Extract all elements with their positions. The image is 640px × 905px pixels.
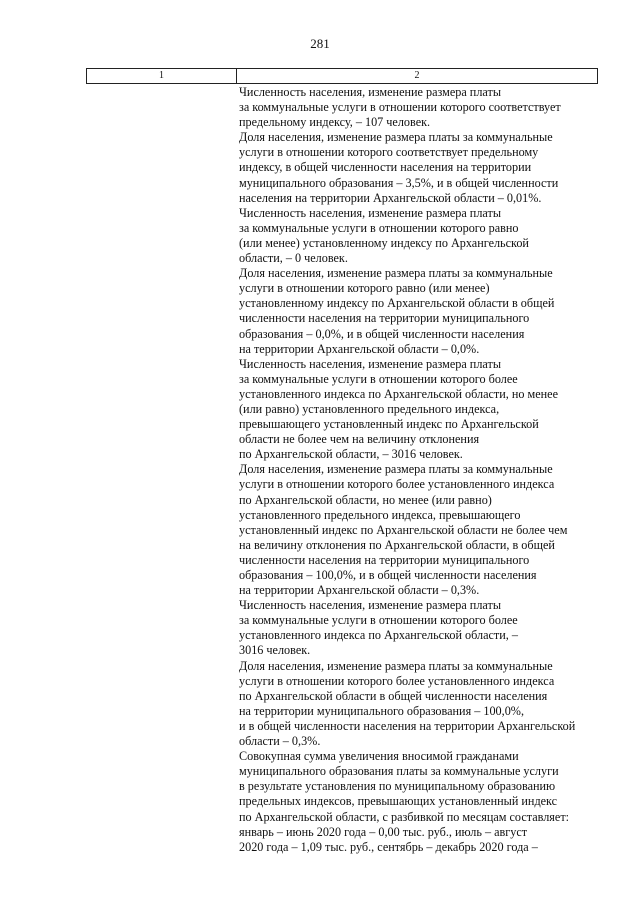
text-paragraph <box>239 206 598 266</box>
text-line: по Архангельской области в общей численности населения <box>239 688 548 703</box>
column-1-cell <box>86 84 236 855</box>
page-number: 281 <box>310 36 330 51</box>
text-line: превышающего установленный индекс по Архангельской <box>239 417 539 432</box>
text-line: населения на территории Архангельской области – 0,01%. <box>239 190 542 205</box>
text-line: на территории Архангельской области – 0,3%. <box>239 583 480 598</box>
text-line: установленного индекса по Архангельской области, – <box>239 628 518 643</box>
text-line: установленный индекс по Архангельской области не более чем <box>239 522 568 537</box>
text-line: индексу, в общей численности населения на территории <box>239 160 532 175</box>
text-line: Доля населения, изменение размера платы за коммунальные <box>239 266 553 281</box>
text-line: услуги в отношении которого равно (или менее) <box>239 281 490 296</box>
column-header-1: 1 <box>87 69 237 83</box>
text-line: Численность населения, изменение размера платы <box>239 205 502 220</box>
text-line: Доля населения, изменение размера платы за коммунальные <box>239 130 553 145</box>
text-line: (или равно) установленного предельного индекса, <box>239 401 500 416</box>
text-line: Численность населения, изменение размера платы <box>239 85 502 99</box>
text-line: услуги в отношении которого более установленного индекса <box>239 477 555 492</box>
text-line: за коммунальные услуги в отношении которого равно <box>239 220 519 235</box>
text-line: на территории муниципального образования – 100,0%, <box>239 703 524 718</box>
text-line: установленного предельного индекса, превышающего <box>239 507 521 522</box>
text-line: 2020 года – 1,09 тыс. руб., сентябрь – декабрь 2020 года – <box>239 839 538 854</box>
text-line: 3016 человек. <box>239 643 311 658</box>
column-header-2: 2 <box>414 70 420 81</box>
text-line: области, – 0 человек. <box>239 251 348 266</box>
text-line: на территории Архангельской области – 0,0%. <box>239 341 480 356</box>
text-paragraph <box>239 85 598 130</box>
text-line: в результате установления по муниципальному образованию <box>239 779 556 794</box>
text-line: за коммунальные услуги в отношении которого соответствует <box>239 100 561 115</box>
text-line: установленному индексу по Архангельской области в общей <box>239 296 555 311</box>
text-paragraph <box>239 659 598 750</box>
text-paragraph <box>239 357 598 463</box>
table-header-row <box>86 68 598 84</box>
text-paragraph <box>239 598 598 658</box>
text-line: численности населения на территории муниципального <box>239 311 530 326</box>
text-line: услуги в отношении которого более установленного индекса <box>239 673 555 688</box>
column-2-cell <box>236 84 598 855</box>
text-line: области не более чем на величину отклонения <box>239 432 480 447</box>
text-line: образования – 0,0%, и в общей численности населения <box>239 326 525 341</box>
text-line: по Архангельской области, но менее (или равно) <box>239 492 492 507</box>
text-line: предельному индексу, – 107 человек. <box>239 115 431 130</box>
document-table <box>86 68 598 855</box>
text-line: установленного индекса по Архангельской области, но менее <box>239 386 558 401</box>
text-line: и в общей численности населения на территории Архангельской <box>239 718 576 733</box>
table-body-row <box>86 84 598 855</box>
text-line: предельных индексов, превышающих установленный индекс <box>239 794 558 809</box>
text-line: за коммунальные услуги в отношении которого более <box>239 371 518 386</box>
text-line: на величину отклонения по Архангельской области, в общей <box>239 537 555 552</box>
text-line: области – 0,3%. <box>239 734 321 749</box>
text-line: численности населения на территории муниципального <box>239 552 530 567</box>
text-line: образования – 100,0%, и в общей численности населения <box>239 568 537 582</box>
text-line: (или менее) установленному индексу по Архангельской <box>239 235 529 250</box>
text-line: Численность населения, изменение размера платы <box>239 356 502 371</box>
text-line: по Архангельской области, – 3016 человек. <box>239 447 463 462</box>
text-line: Совокупная сумма увеличения вносимой гражданами <box>239 749 519 764</box>
text-paragraph <box>239 749 598 855</box>
text-line: услуги в отношении которого соответствует предельному <box>239 145 539 160</box>
text-paragraph <box>239 462 598 598</box>
text-line: муниципального образования – 3,5%, и в общей численности <box>239 175 559 190</box>
text-line: по Архангельской области, с разбивкой по месяцам составляет: <box>239 809 570 824</box>
text-line: Численность населения, изменение размера платы <box>239 598 502 613</box>
text-line: Доля населения, изменение размера платы за коммунальные <box>239 658 553 673</box>
text-paragraph <box>239 130 598 205</box>
text-line: муниципального образования платы за коммунальные услуги <box>239 764 559 779</box>
text-line: Доля населения, изменение размера платы за коммунальные <box>239 462 553 477</box>
text-line: за коммунальные услуги в отношении которого более <box>239 613 518 628</box>
text-line: январь – июнь 2020 года – 0,00 тыс. руб., июль – август <box>239 824 528 839</box>
text-paragraph <box>239 266 598 357</box>
